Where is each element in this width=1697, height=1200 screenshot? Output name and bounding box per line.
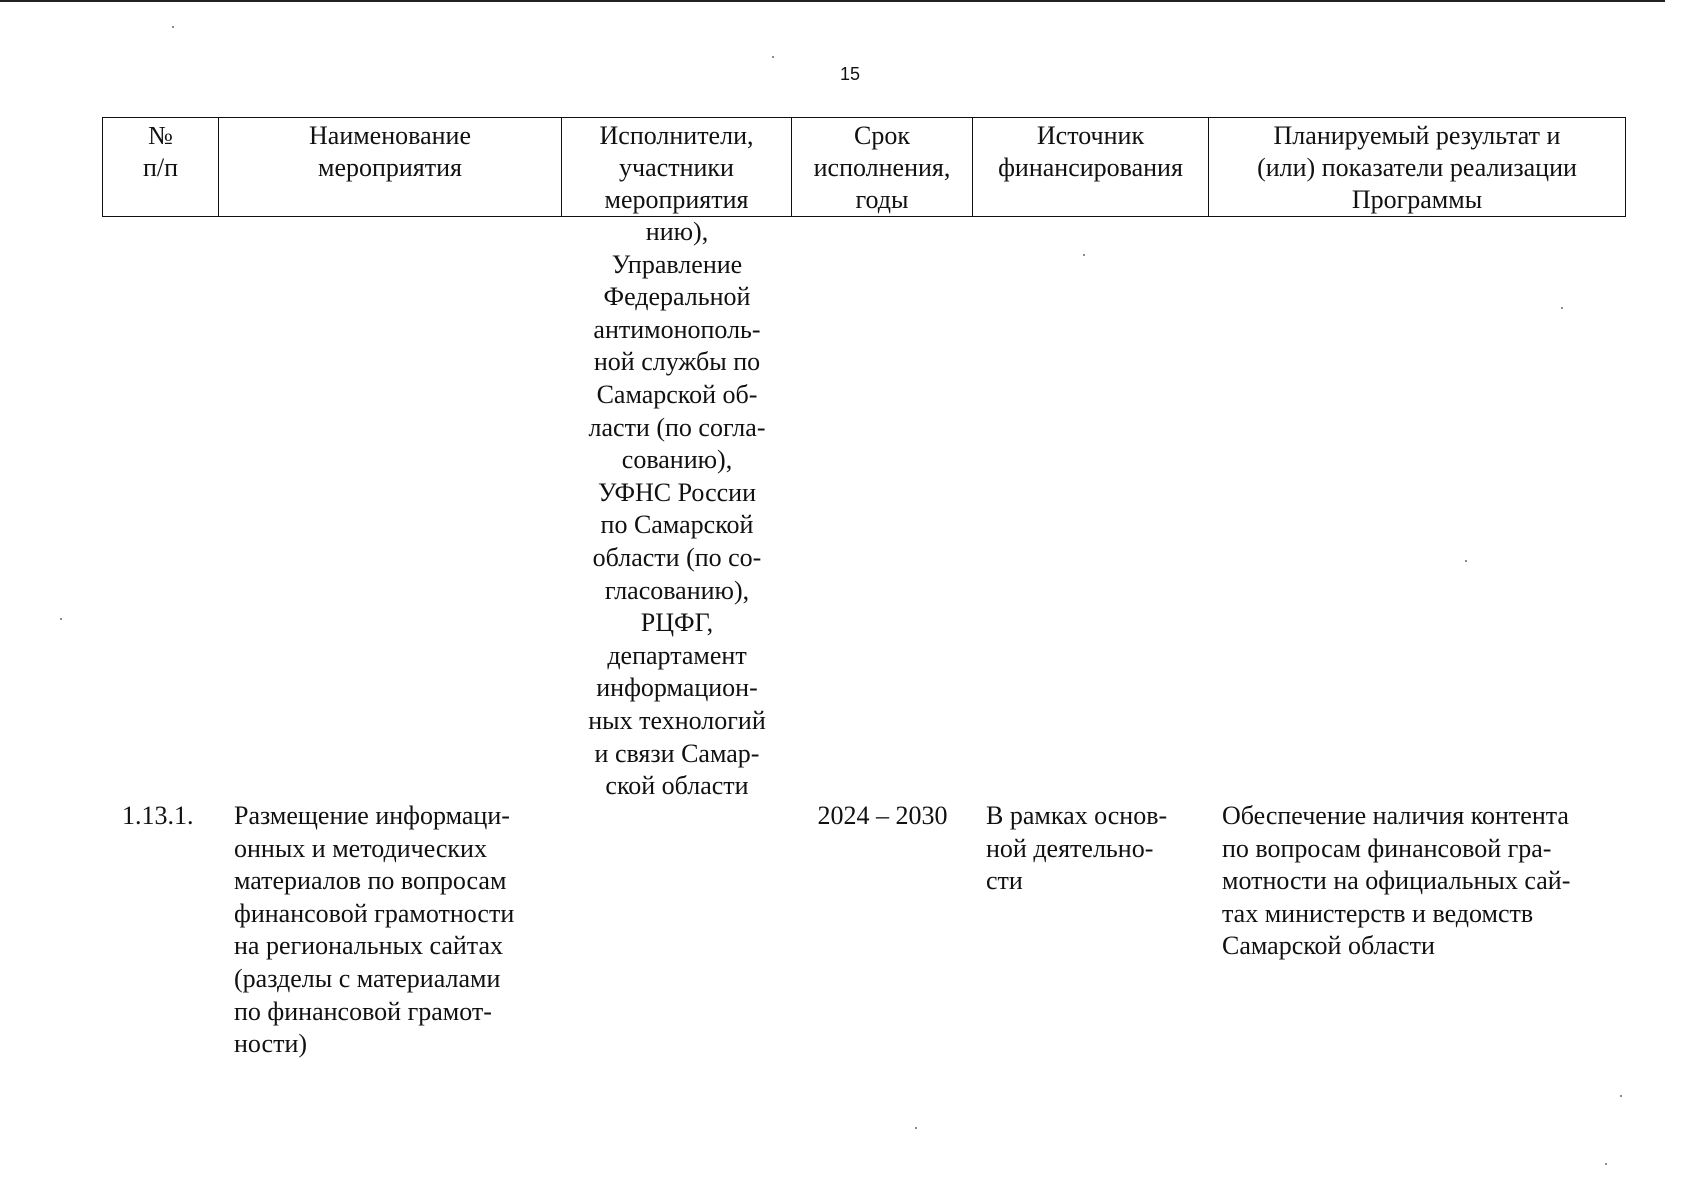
header-num: № п/п: [103, 118, 219, 217]
row-name: Размещение информаци- онных и методических материалов по вопросам финансовой грамотности на региональных сайтах (разделы с материалами по финансовой грамот- ности): [234, 801, 515, 1059]
page-number: 15: [839, 64, 861, 84]
scan-speck: [60, 618, 62, 620]
scan-speck: [172, 26, 174, 28]
header-term: Срок исполнения, годы: [792, 118, 973, 217]
row-source: В рамках основ- ной деятельно- сти: [986, 801, 1168, 896]
row-num: 1.13.1.: [122, 801, 194, 830]
header-executors: Исполнители, участники мероприятия: [562, 118, 792, 217]
top-rule: [0, 0, 1665, 2]
header-name: Наименование мероприятия: [219, 118, 562, 217]
scan-speck: [1605, 1163, 1607, 1165]
continuation-executors: нию), Управление Федеральной антимонополь- ной службы по Самарской об- ласти (по согла- сованию), УФНС России по Самарской области (по со- гласованию), РЦФГ, департамент информацион- ных технологий и связи Самар- ской области: [588, 217, 766, 801]
scan-speck: [1465, 560, 1467, 562]
scan-speck: [1561, 307, 1563, 309]
header-row: [103, 118, 1626, 217]
row-result: Обеспечение наличия контента по вопросам финансовой гра- мотности на официальных сай- тах министерств и ведомств Самарской области: [1222, 801, 1571, 961]
scan-speck: [772, 56, 774, 58]
header-source: Источник финансирования: [973, 118, 1209, 217]
table-header: [102, 117, 1626, 217]
row-term: 2024 – 2030: [817, 801, 948, 830]
scan-speck: [1083, 254, 1085, 256]
scan-speck: [1620, 1095, 1622, 1097]
scan-speck: [915, 1127, 917, 1129]
header-result: Планируемый результат и (или) показатели реализации Программы: [1209, 118, 1626, 217]
